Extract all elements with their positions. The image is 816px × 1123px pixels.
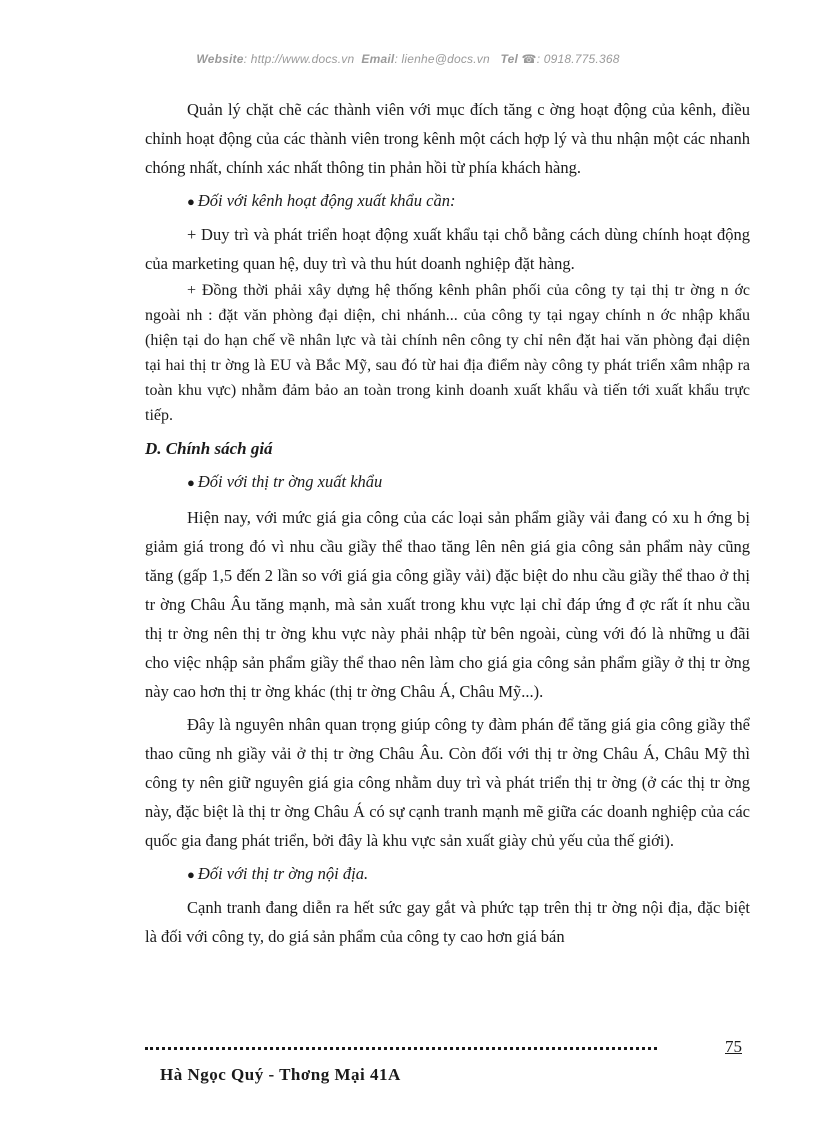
tel-label: Tel <box>500 52 518 66</box>
email-value: : lienhe@docs.vn <box>394 52 490 66</box>
website-label: Website <box>196 52 244 66</box>
website-value: : http://www.docs.vn <box>243 52 355 66</box>
bullet-heading-domestic-market <box>145 859 750 889</box>
document-body <box>145 95 750 951</box>
bullet-icon: ● <box>187 194 195 209</box>
bullet-2-text: Đối với thị tr ờng xuất khẩu <box>197 472 383 491</box>
bullet-icon: ● <box>187 867 195 882</box>
footer-author: Hà Ngọc Quý - Thơng Mại 41A <box>160 1065 401 1084</box>
tel-value: : 0918.775.368 <box>536 52 620 66</box>
paragraph-5: Đây là nguyên nhân quan trọng giúp công ty đàm phán để tăng giá gia công giầy thể thao cũng nh giầy vải ở thị tr ờng Châu Âu. Còn đối với thị tr ờng Châu Á, Châu Mỹ thì công ty nên giữ nguyên giá gia công nhằm duy trì và phát triển thị tr ờng (ở các thị tr ờng này, đặc biệt là thị tr ờng Châu Á có sự cạnh tranh mạnh mẽ giữa các doanh nghiệp của các quốc gia đang phát triển, bởi đây là khu vực sản xuất giày chủ yếu của thế giới). <box>145 715 750 850</box>
paragraph-3: + Đồng thời phải xây dựng hệ thống kênh phân phối của công ty tại thị tr ờng n ớc ngoài nh : đặt văn phòng đại diện, chi nhánh... của công ty tại ngay chính n ớc nhập khẩu (hiện tại do hạn chế về nhân lực và tài chính nên công ty chỉ nên đặt hai văn phòng đại diện tại hai thị tr ờng là EU và Bắc Mỹ, sau đó từ hai địa điểm này công ty phát triển xâm nhập ra toàn khu vực) nhằm đảm bảo an toàn trong kinh doanh xuất khẩu và tiến tới xuất khẩu trực tiếp. <box>145 282 750 424</box>
bullet-1-text: Đối với kênh hoạt động xuất khẩu cần: <box>197 191 456 210</box>
bullet-heading-export-market <box>145 467 750 497</box>
section-heading: D. Chính sách giá <box>145 439 273 458</box>
page-header <box>0 52 816 66</box>
bullet-icon: ● <box>187 475 195 490</box>
paragraph-6: Cạnh tranh đang diễn ra hết sức gay gắt và phức tạp trên thị tr ờng nội địa, đặc biệt là đối với công ty, do giá sản phẩm của công ty cao hơn giá bán <box>145 898 750 946</box>
email-label: Email <box>361 52 395 66</box>
paragraph-2: + Duy trì và phát triển hoạt động xuất khẩu tại chỗ bằng cách dùng chính hoạt động của marketing quan hệ, duy trì và thu hút doanh nghiệp đặt hàng. <box>145 225 750 273</box>
phone-icon: ☎ <box>521 52 537 66</box>
paragraph-4: Hiện nay, với mức giá gia công của các loại sản phẩm giầy vải đang có xu h ớng bị giảm giá trong đó vì nhu cầu giầy thể thao tăng lên nên giá gia công sản phẩm này cũng tăng (gấp 1,5 đến 2 lần so với giá gia công giầy vải) đặc biệt do nhu cầu giầy thể thao ở thị tr ờng Châu Âu tăng mạnh, mà sản xuất trong khu vực lại chỉ đáp ứng đ ợc rất ít nhu cầu thị tr ờng nên thị tr ờng khu vực này phải nhập từ bên ngoài, cùng với đó là những u đãi cho việc nhập sản phẩm giầy thể thao nên làm cho giá gia công sản phẩm giầy ở thị tr ờng này cao hơn thị tr ờng khác (thị tr ờng Châu Á, Châu Mỹ...). <box>145 508 750 701</box>
bullet-heading-channels <box>145 186 750 216</box>
footer-divider <box>145 1047 657 1050</box>
page-number: 75 <box>725 1037 742 1056</box>
paragraph-1: Quản lý chặt chẽ các thành viên với mục đích tăng c ờng hoạt động của kênh, điều chỉnh hoạt động của các thành viên trong kênh một cách hợp lý và thu nhận một các nhanh chóng nhất, chính xác nhất thông tin phản hồi từ phía khách hàng. <box>145 100 750 177</box>
bullet-3-text: Đối với thị tr ờng nội địa. <box>197 864 369 883</box>
